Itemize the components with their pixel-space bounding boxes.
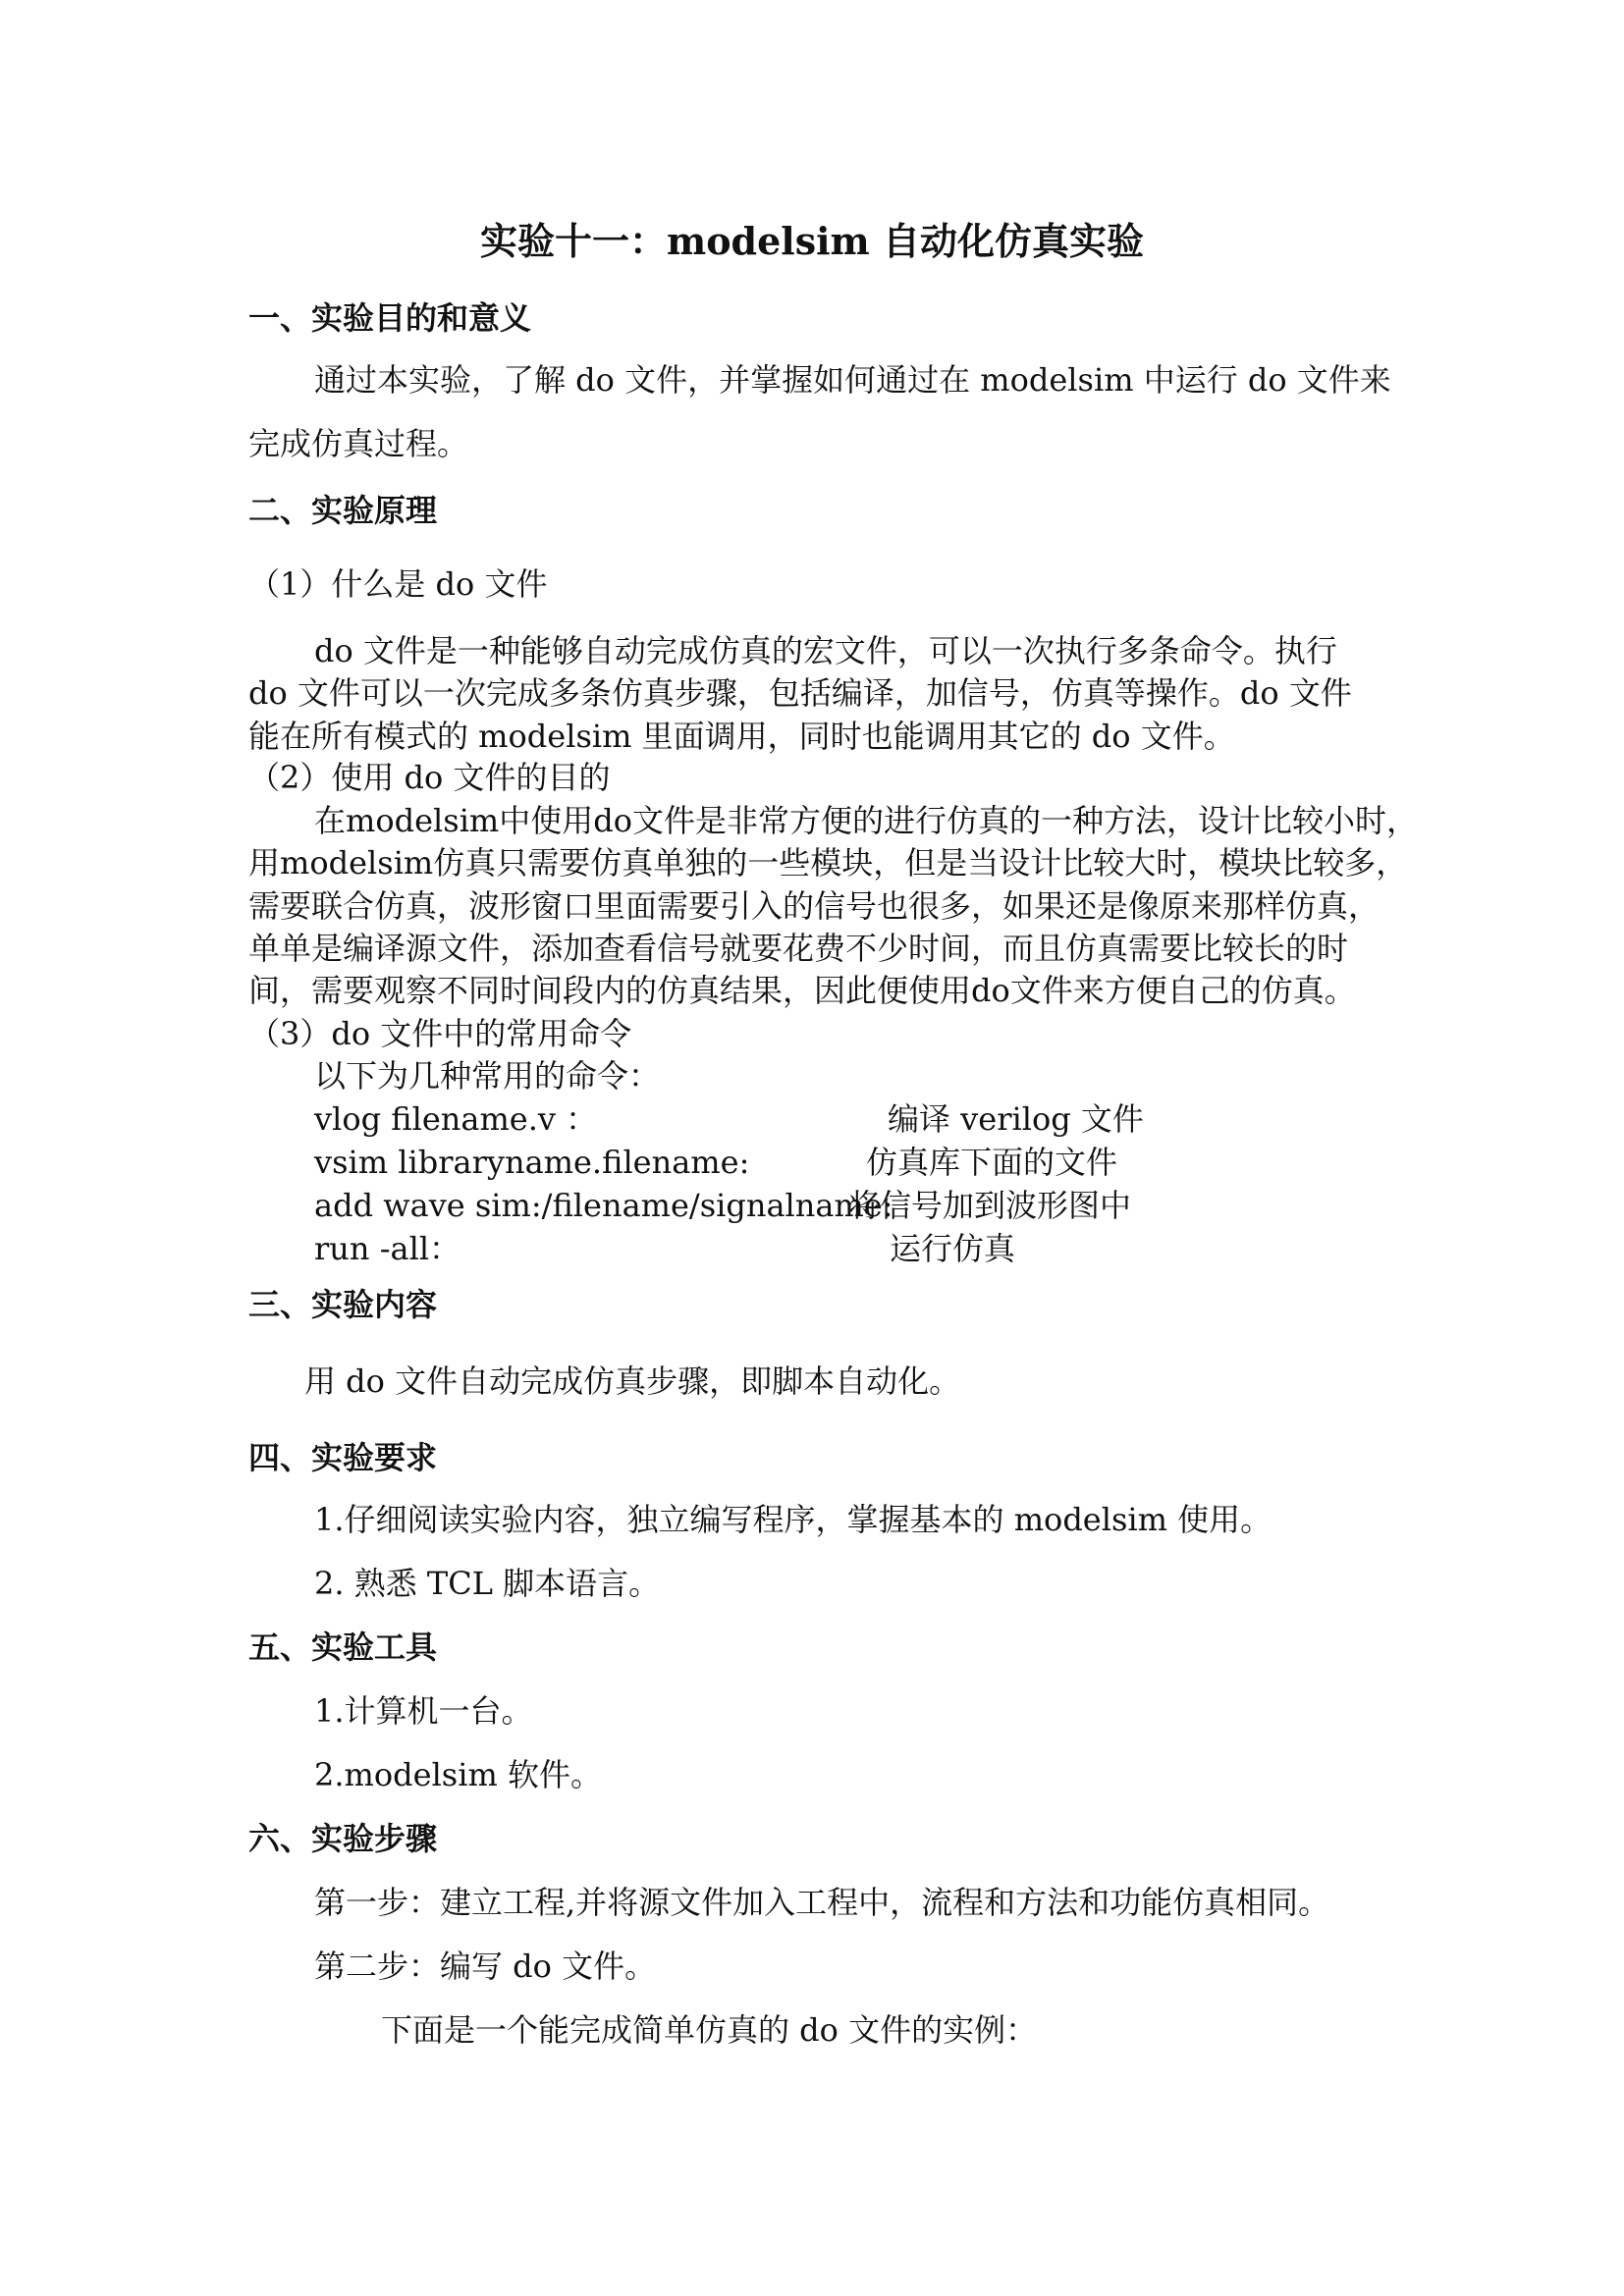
step-1: 第一步：建立工程,并将源文件加入工程中，流程和方法和功能仿真相同。 bbox=[314, 1884, 1330, 1921]
section-1-paragraph-line-2: 完成仿真过程。 bbox=[248, 425, 469, 462]
command-description: 运行仿真 bbox=[890, 1230, 1016, 1267]
command-name: vsim libraryname.filename: bbox=[314, 1144, 750, 1181]
subsection-1-line: 能在所有模式的 modelsim 里面调用，同时也能调用其它的 do 文件。 bbox=[248, 718, 1235, 755]
command-description: 将信号加到波形图中 bbox=[848, 1187, 1132, 1224]
subsection-2-line: 间，需要观察不同时间段内的仿真结果，因此便使用do文件来方便自己的仿真。 bbox=[248, 972, 1356, 1009]
section-2-heading: 二、实验原理 bbox=[248, 492, 438, 529]
section-5-heading: 五、实验工具 bbox=[248, 1629, 438, 1666]
subsection-2-line: 单单是编译源文件，添加查看信号就要花费不少时间，而且仿真需要比较长的时 bbox=[248, 930, 1349, 967]
page-title: 实验十一：modelsim 自动化仿真实验 bbox=[479, 219, 1144, 263]
subsection-2-line: 用modelsim仿真只需要仿真单独的一些模块，但是当设计比较大时，模块比较多， bbox=[248, 844, 1408, 881]
tool-item: 1.计算机一台。 bbox=[314, 1692, 533, 1730]
command-description: 仿真库下面的文件 bbox=[866, 1144, 1118, 1181]
commands-intro: 以下为几种常用的命令： bbox=[314, 1057, 661, 1095]
section-3-paragraph: 用 do 文件自动完成仿真步骤，即脚本自动化。 bbox=[304, 1362, 961, 1400]
example-intro: 下面是一个能完成简单仿真的 do 文件的实例： bbox=[381, 2011, 1038, 2049]
section-4-heading: 四、实验要求 bbox=[248, 1439, 438, 1476]
requirement-item: 2. 熟悉 TCL 脚本语言。 bbox=[314, 1565, 661, 1602]
subsection-3-heading: （3）do 文件中的常用命令 bbox=[248, 1015, 632, 1052]
command-name: run -all： bbox=[314, 1230, 461, 1267]
command-name: vlog filename.v ： bbox=[314, 1100, 598, 1138]
section-6-heading: 六、实验步骤 bbox=[248, 1820, 438, 1857]
subsection-2-line: 需要联合仿真，波形窗口里面需要引入的信号也很多，如果还是像原来那样仿真， bbox=[248, 887, 1380, 925]
section-1-heading: 一、实验目的和意义 bbox=[248, 299, 532, 337]
requirement-item: 1.仔细阅读实验内容，独立编写程序，掌握基本的 modelsim 使用。 bbox=[314, 1501, 1272, 1538]
section-3-heading: 三、实验内容 bbox=[248, 1286, 438, 1323]
subsection-1-heading: （1）什么是 do 文件 bbox=[248, 565, 548, 603]
step-2: 第二步：编写 do 文件。 bbox=[314, 1948, 657, 1985]
section-1-paragraph-line-1: 通过本实验，了解 do 文件，并掌握如何通过在 modelsim 中运行 do 文件来 bbox=[314, 361, 1391, 399]
command-name: add wave sim:/filename/signalname: bbox=[314, 1187, 893, 1224]
tool-item: 2.modelsim 软件。 bbox=[314, 1756, 602, 1793]
subsection-1-line: do 文件可以一次完成多条仿真步骤，包括编译，加信号，仿真等操作。do 文件 bbox=[248, 674, 1352, 712]
subsection-1-line: do 文件是一种能够自动完成仿真的宏文件，可以一次执行多条命令。执行 bbox=[314, 632, 1337, 669]
subsection-2-heading: （2）使用 do 文件的目的 bbox=[248, 759, 611, 796]
command-description: 编译 verilog 文件 bbox=[888, 1100, 1144, 1138]
subsection-2-line: 在modelsim中使用do文件是非常方便的进行仿真的一种方法，设计比较小时， bbox=[314, 802, 1419, 839]
